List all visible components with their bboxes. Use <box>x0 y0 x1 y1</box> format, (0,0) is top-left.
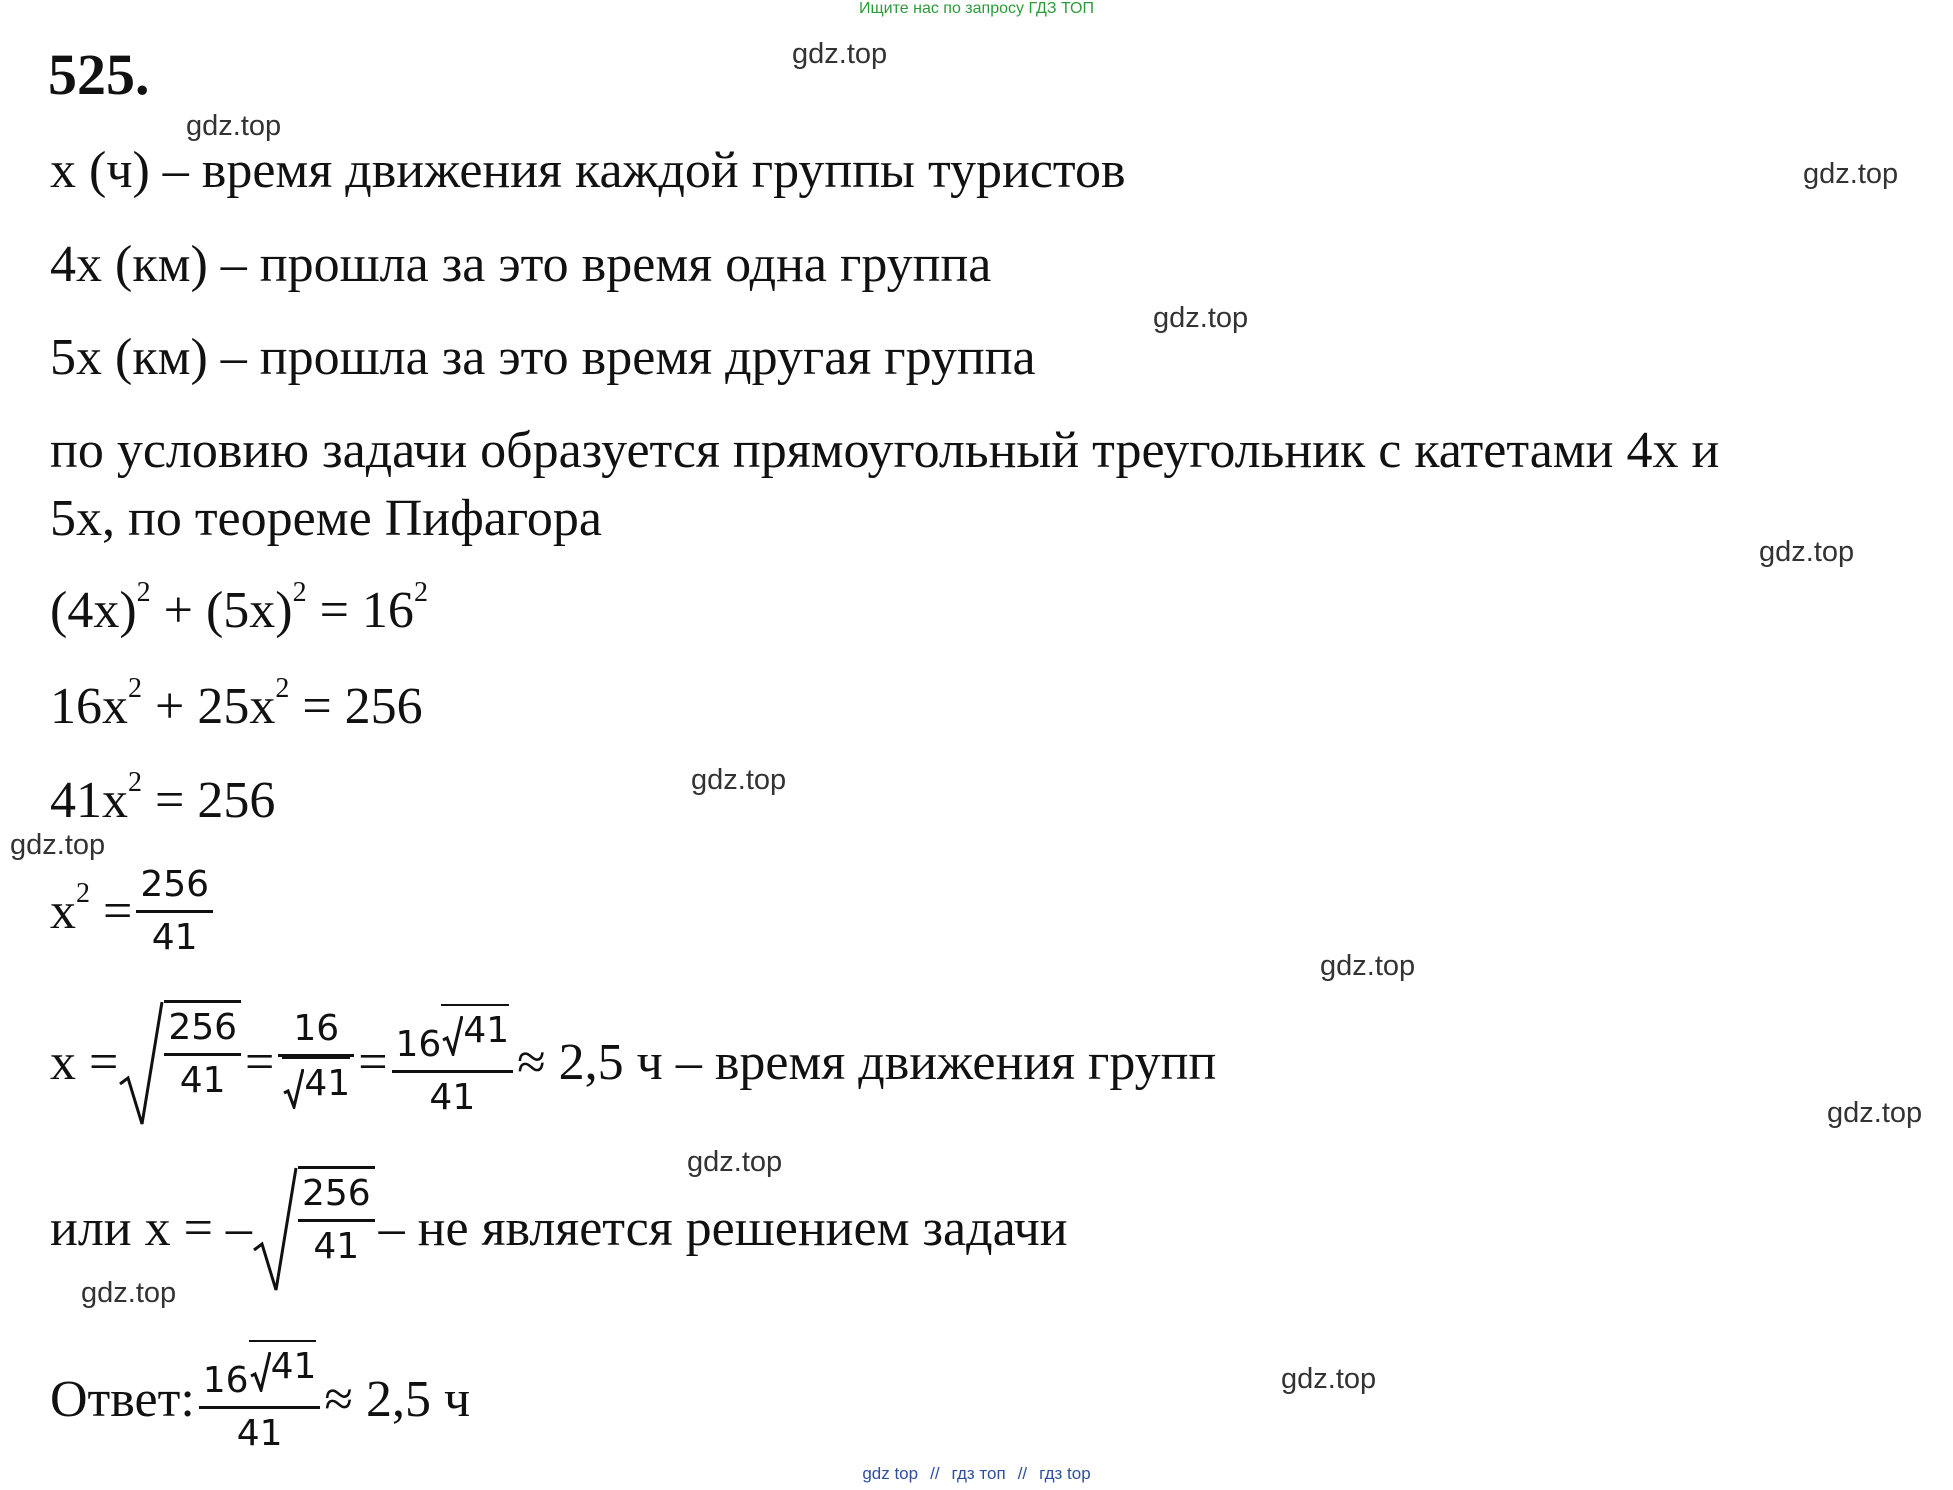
footer-link[interactable]: гдз топ <box>951 1464 1006 1483</box>
footer-links <box>0 1464 1953 1484</box>
fraction: 16 41 41 <box>392 1004 514 1123</box>
watermark: gdz.top <box>186 110 282 142</box>
square-root: $\frac{256}{41}$ <box>118 1000 245 1126</box>
line-condition-cont: 5x, по теореме Пифагора <box>50 490 602 547</box>
line-definition-x: x (ч) – время движения каждой группы туристов <box>50 142 1126 199</box>
watermark: gdz.top <box>687 1146 783 1178</box>
equation-expanded: $16x^2 + 25x^2 = 256$ <box>50 673 423 735</box>
equation-negative-root: или x = – $\frac{256}{41}$ – не является решением задачи <box>50 1166 1068 1292</box>
fraction: $\frac{16}{41}$ <box>278 1004 354 1123</box>
line-condition: по условию задачи образуется прямоугольный треугольник с катетами 4x и <box>50 422 1720 479</box>
fraction: $\frac{256}{41}$ <box>136 860 213 963</box>
equation-pythagoras: $(4x)^2 + (5x)^2 = 16^2$ <box>50 577 428 639</box>
equation-x-value: x = $\frac{256}{41}$ = $\frac{16}{41}$ = 16 41 41 ≈ 2,5 ч – время движения групп <box>50 1000 1216 1126</box>
watermark: gdz.top <box>691 764 787 796</box>
watermark: gdz.top <box>1281 1363 1377 1395</box>
line-group-one: 4x (км) – прошла за это время одна группа <box>50 236 992 293</box>
line-group-two: 5x (км) – прошла за это время другая группа <box>50 329 1036 386</box>
equation-x-squared: $x^2$ = $\frac{256}{41}$ <box>50 860 217 963</box>
watermark: gdz.top <box>1320 950 1416 982</box>
watermark: gdz.top <box>1153 302 1249 334</box>
footer-link[interactable]: гдз top <box>1039 1464 1091 1483</box>
watermark: gdz.top <box>10 829 106 861</box>
footer-separator: // <box>930 1464 940 1483</box>
task-number: 525. <box>48 42 150 107</box>
fraction: 16 41 41 <box>199 1340 321 1459</box>
watermark: gdz.top <box>81 1277 177 1309</box>
footer-separator: // <box>1017 1464 1028 1483</box>
equation-combined: $41x^2 = 256$ <box>50 767 276 829</box>
answer-line: Ответ: 16 41 41 ≈ 2,5 ч <box>50 1340 470 1459</box>
square-root: $\frac{256}{41}$ <box>252 1166 379 1292</box>
watermark: gdz.top <box>1759 536 1855 568</box>
watermark: gdz.top <box>792 38 888 70</box>
watermark: gdz.top <box>1803 158 1899 190</box>
top-banner: Ищите нас по запросу ГДЗ ТОП <box>859 0 1094 17</box>
footer-link[interactable]: gdz top <box>862 1464 919 1483</box>
watermark: gdz.top <box>1827 1097 1923 1129</box>
